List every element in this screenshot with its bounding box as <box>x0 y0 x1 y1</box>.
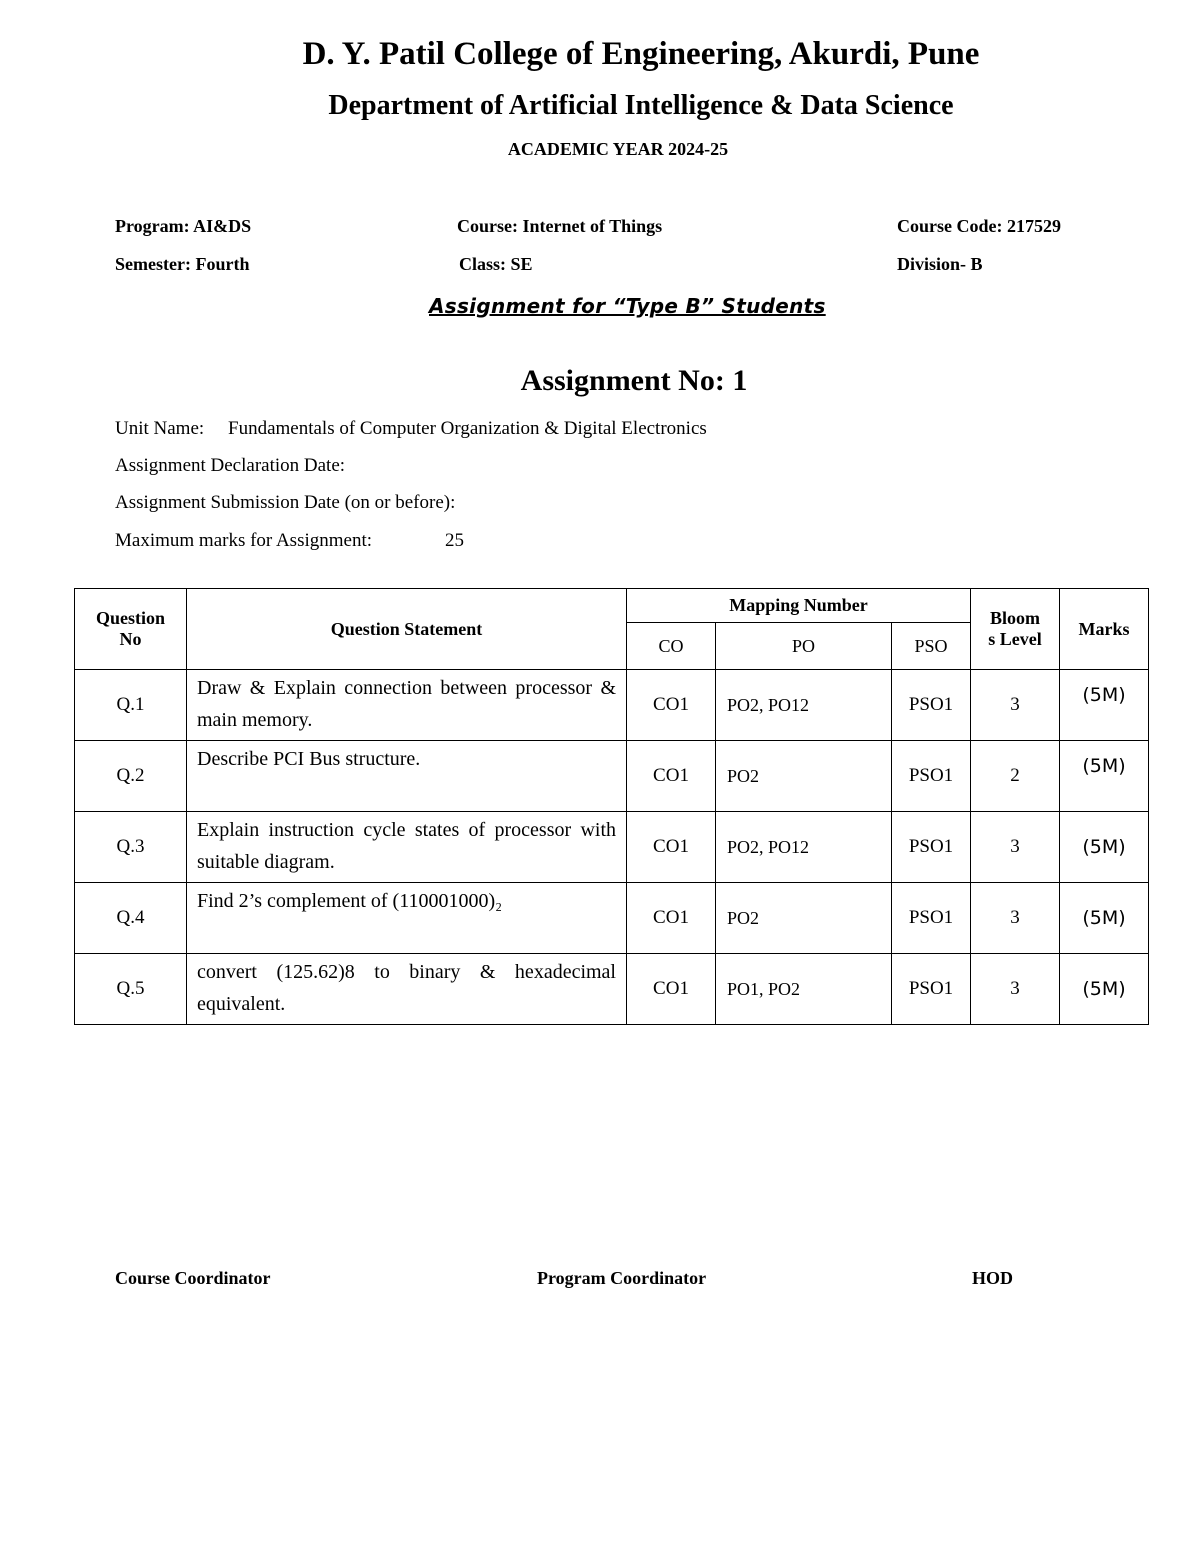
header-marks: Marks <box>1060 589 1149 670</box>
question-statement: Find 2’s complement of (110001000)₂ <box>187 883 627 954</box>
question-no: Q.2 <box>75 741 187 812</box>
marks-value: (5M) <box>1060 954 1149 1025</box>
co-value: CO1 <box>627 741 716 812</box>
unit-name-value: Fundamentals of Computer Organization & Digital Electronics <box>228 418 707 439</box>
marks-value: (5M) <box>1060 883 1149 954</box>
header-co: CO <box>627 623 716 670</box>
course-code-label: Course Code: 217529 <box>897 216 1061 236</box>
pso-value: PSO1 <box>892 741 971 812</box>
po-value: PO2 <box>716 741 892 812</box>
marks-value: (5M) <box>1060 670 1149 741</box>
table-row <box>75 883 1149 954</box>
table-row <box>75 670 1149 741</box>
question-statement: Explain instruction cycle states of processor with suitable diagram. <box>187 812 627 883</box>
marks-value: (5M) <box>1060 741 1149 812</box>
co-value: CO1 <box>627 954 716 1025</box>
header-po: PO <box>716 623 892 670</box>
co-value: CO1 <box>627 883 716 954</box>
po-value: PO2 <box>716 883 892 954</box>
blooms-level-value: 3 <box>971 670 1060 741</box>
marks-value: (5M) <box>1060 812 1149 883</box>
header-question-no: Question No <box>75 589 187 670</box>
header-blooms-level: Bloom s Level <box>971 589 1060 670</box>
course-label: Course: Internet of Things <box>457 216 663 236</box>
question-no: Q.5 <box>75 954 187 1025</box>
course-coordinator-signature: Course Coordinator <box>115 1268 271 1288</box>
declaration-date-label: Assignment Declaration Date: <box>115 455 346 476</box>
question-no: Q.3 <box>75 812 187 883</box>
question-statement: Describe PCI Bus structure. <box>187 741 627 812</box>
unit-name-label: Unit Name: <box>115 418 205 439</box>
academic-year: ACADEMIC YEAR 2024-25 <box>507 139 729 159</box>
table-row <box>75 954 1149 1025</box>
question-statement: convert (125.62)8 to binary & hexadecimal equivalent. <box>187 954 627 1025</box>
submission-date-label: Assignment Submission Date (on or before): <box>115 492 456 513</box>
po-value: PO1, PO2 <box>716 954 892 1025</box>
program-coordinator-signature: Program Coordinator <box>537 1268 707 1288</box>
assignment-type-heading: Assignment for “Type B” Students <box>429 294 826 318</box>
question-table <box>74 588 1149 1025</box>
assignment-number: Assignment No: 1 <box>520 364 748 397</box>
question-statement: Draw & Explain connection between processor & main memory. <box>187 670 627 741</box>
class-label: Class: SE <box>459 254 533 274</box>
blooms-level-value: 3 <box>971 954 1060 1025</box>
department-name: Department of Artificial Intelligence & Data Science <box>328 90 954 121</box>
header-mapping-number: Mapping Number <box>627 589 971 623</box>
max-marks-label: Maximum marks for Assignment: <box>115 530 373 551</box>
pso-value: PSO1 <box>892 670 971 741</box>
pso-value: PSO1 <box>892 883 971 954</box>
blooms-level-value: 2 <box>971 741 1060 812</box>
semester-label: Semester: Fourth <box>115 254 250 274</box>
college-name: D. Y. Patil College of Engineering, Akurdi, Pune <box>302 36 980 72</box>
pso-value: PSO1 <box>892 812 971 883</box>
header-pso: PSO <box>892 623 971 670</box>
program-label: Program: AI&DS <box>115 216 252 236</box>
division-label: Division- B <box>897 254 983 274</box>
blooms-level-value: 3 <box>971 812 1060 883</box>
table-row <box>75 812 1149 883</box>
question-no: Q.4 <box>75 883 187 954</box>
pso-value: PSO1 <box>892 954 971 1025</box>
table-row <box>75 741 1149 812</box>
hod-signature: HOD <box>972 1268 1014 1288</box>
header-question-statement: Question Statement <box>187 589 627 670</box>
max-marks-value: 25 <box>445 530 464 551</box>
co-value: CO1 <box>627 670 716 741</box>
co-value: CO1 <box>627 812 716 883</box>
blooms-level-value: 3 <box>971 883 1060 954</box>
po-value: PO2, PO12 <box>716 670 892 741</box>
po-value: PO2, PO12 <box>716 812 892 883</box>
question-no: Q.1 <box>75 670 187 741</box>
